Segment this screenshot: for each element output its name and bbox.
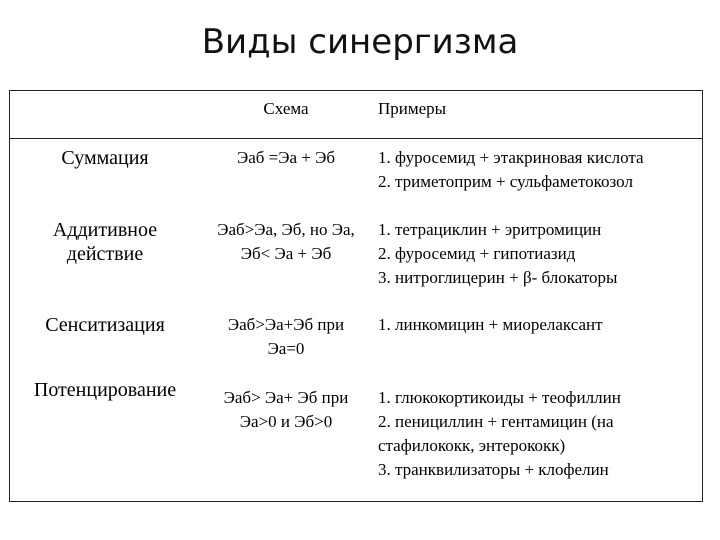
row-scheme-potentiation: Эаб> Эа+ Эб при Эа>0 и Эб>0 bbox=[223, 388, 349, 431]
slide-title: Виды синергизма bbox=[201, 22, 519, 62]
row-examples-sensitization: 1. линкомицин + миорелаксант bbox=[378, 315, 603, 334]
row-examples-summation: 1. фуросемид + этакриновая кислота 2. триметоприм + сульфаметокозол bbox=[378, 148, 644, 191]
row-scheme-additive: Эаб>Эа, Эб, но Эа, Эб< Эа + Эб bbox=[217, 220, 355, 263]
row-label-summation: Суммация bbox=[61, 147, 149, 169]
row-scheme-summation: Эаб =Эа + Эб bbox=[237, 148, 335, 167]
row-label-potentiation: Потенцирование bbox=[33, 379, 177, 401]
header-examples: Примеры bbox=[378, 99, 447, 118]
row-label-additive: Аддитивное действие bbox=[52, 219, 158, 265]
header-scheme: Схема bbox=[263, 99, 309, 118]
row-label-sensitization: Сенситизация bbox=[45, 314, 165, 336]
row-scheme-sensitization: Эаб>Эа+Эб при Эа=0 bbox=[227, 315, 345, 358]
row-examples-potentiation: 1. глюкокортикоиды + теофиллин 2. пенициллин + гентамицин (на стафилококк, энтерококк) 3. транквилизаторы + клофелин bbox=[378, 388, 621, 479]
row-examples-additive: 1. тетрациклин + эритромицин 2. фуросемид + гипотиазид 3. нитроглицерин + β- блокаторы bbox=[378, 220, 618, 287]
header-separator bbox=[9, 138, 703, 139]
